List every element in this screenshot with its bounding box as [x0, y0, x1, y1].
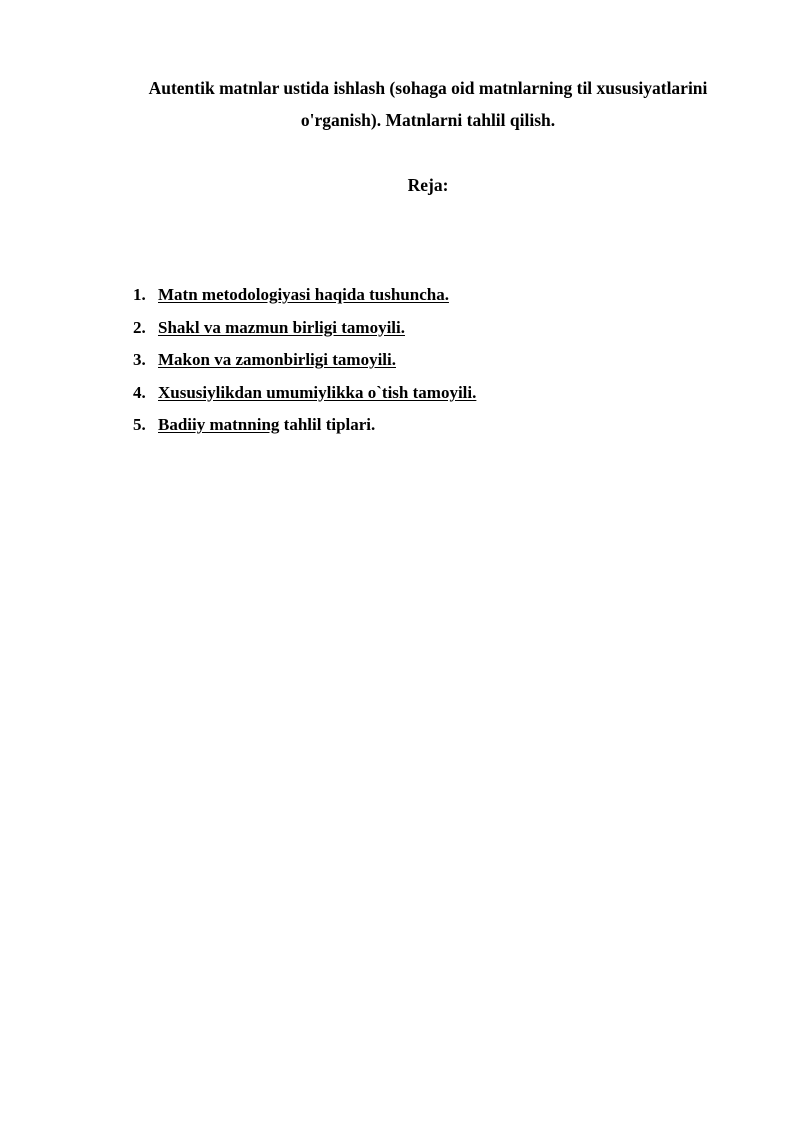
- plan-item-link[interactable]: Shakl va mazmun birligi tamoyili.: [158, 317, 405, 337]
- plan-item-number: 1.: [133, 285, 146, 304]
- plan-item-link[interactable]: Xususiylikdan umumiylikka o`tish tamoyili.: [158, 382, 477, 402]
- plan-item-number: 5.: [133, 415, 146, 434]
- plan-item-number: 3.: [133, 350, 146, 369]
- plan-item-2: [126, 315, 476, 348]
- plan-item-link[interactable]: Makon va zamonbirligi tamoyili.: [158, 350, 396, 369]
- plan-item-5: [126, 412, 476, 445]
- plan-item-1: [126, 282, 476, 315]
- plan-item-4: [126, 380, 476, 413]
- plan-list: [126, 282, 476, 445]
- plan-item-link[interactable]: Badiiy matnning: [158, 415, 280, 434]
- title-line-2: o'rganish). Matnlarni tahlil qilish.: [300, 110, 556, 130]
- document-title: [100, 72, 756, 136]
- plan-heading: Reja:: [407, 175, 449, 195]
- plan-item-text: tahlil tiplari.: [279, 415, 376, 434]
- plan-item-number: 4.: [133, 382, 146, 402]
- plan-item-link[interactable]: Matn metodologiyasi haqida tushuncha.: [158, 285, 449, 304]
- title-line-1: Autentik matnlar ustida ishlash (sohaga oid matnlarning til xususiyatlarini: [148, 78, 708, 98]
- plan-item-3: [126, 347, 476, 380]
- plan-item-number: 2.: [133, 317, 146, 337]
